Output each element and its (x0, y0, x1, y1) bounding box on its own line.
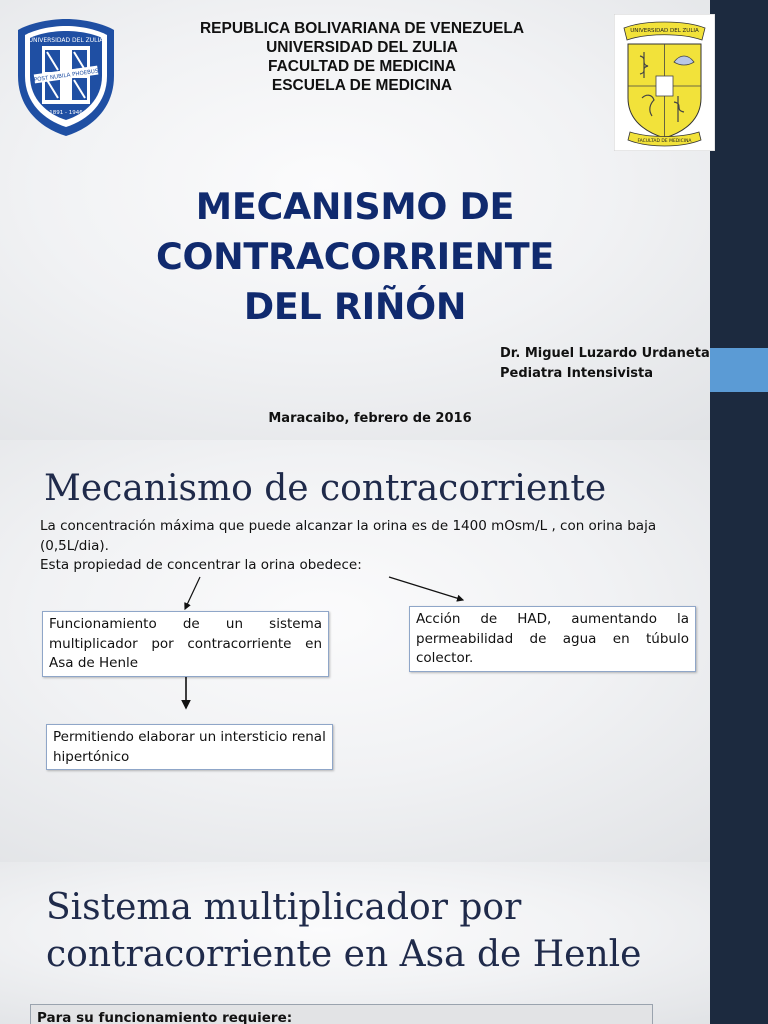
mechanism-slide (0, 440, 768, 862)
header-line: UNIVERSIDAD DEL ZULIA (266, 39, 458, 56)
university-seal-icon (14, 16, 118, 138)
had-action-box: Acción de HAD, aumentando la permeabilidad de agua en túbulo colector. (409, 606, 696, 672)
header-line: FACULTAD DE MEDICINA (268, 58, 456, 75)
presentation-date: Maracaibo, febrero de 2016 (268, 411, 472, 426)
author-role: Pediatra Intensivista (500, 366, 654, 381)
institution-header (150, 19, 574, 95)
seal-ring-text: 1891 - 1946 (49, 110, 83, 116)
sidebar-accent (710, 348, 768, 392)
multiplier-box: Funcionamiento de un sistema multiplicador por contracorriente en Asa de Henle (42, 611, 329, 677)
seal-top-text: UNIVERSIDAD DEL ZULIA (28, 37, 104, 44)
title-slide (0, 0, 768, 440)
multiplier-slide (0, 862, 768, 1024)
paragraph-line: La concentración máxima que puede alcanzar la orina es de 1400 mOsm/L , con orina baja (0,5L/dia). (40, 518, 657, 554)
header-line: REPUBLICA BOLIVARIANA DE VENEZUELA (199, 20, 525, 37)
interstitium-box: Permitiendo elaborar un intersticio renal hipertónico (46, 724, 333, 770)
paragraph-line: Esta propiedad de concentrar la orina obedece: (40, 557, 362, 573)
author-name: Dr. Miguel Luzardo Urdaneta (500, 346, 710, 361)
presentation-title (0, 182, 710, 332)
slide-sidebar (710, 862, 768, 1024)
slide-title: Mecanismo de contracorriente (44, 468, 607, 509)
title-line: DEL RIÑÓN (243, 285, 467, 328)
title-line: contracorriente en Asa de Henle (46, 934, 642, 975)
crest-bottom-text: FACULTAD DE MEDICINA (637, 139, 692, 144)
seal-motto: POST NUBILA PHOEBUS (33, 68, 99, 84)
arrow-to-box2 (389, 577, 463, 600)
title-line: MECANISMO DE CONTRACORRIENTE (155, 185, 555, 278)
slide-sidebar (710, 440, 768, 862)
requirements-box: Para su funcionamiento requiere: (30, 1004, 653, 1024)
slide-title (46, 884, 641, 978)
medicine-faculty-crest-icon (614, 14, 715, 151)
title-line: Sistema multiplicador por (46, 887, 522, 928)
header-line: ESCUELA DE MEDICINA (271, 77, 453, 94)
arrow-to-box1 (185, 577, 200, 609)
slide-sidebar (710, 0, 768, 440)
author-block (500, 344, 710, 384)
crest-top-text: UNIVERSIDAD DEL ZULIA (630, 28, 699, 34)
